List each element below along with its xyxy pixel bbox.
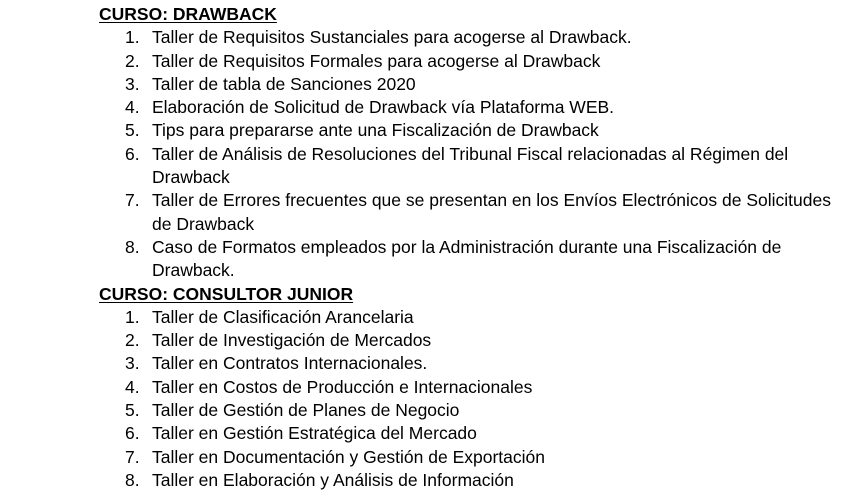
list-number: 4.	[125, 97, 140, 118]
list-item-text: Taller de Investigación de Mercados	[152, 330, 432, 351]
section-heading-consultor-junior: CURSO: CONSULTOR JUNIOR	[99, 283, 354, 304]
list-item-text: Taller de Análisis de Resoluciones del Tribunal Fiscal relacionadas al Régimen del Drawback	[152, 143, 789, 188]
list-number: 2.	[125, 330, 140, 351]
list-item-text: Taller de Requisitos Formales para acogerse al Drawback	[152, 50, 601, 71]
list-item-text: Taller en Elaboración y Análisis de Información	[152, 469, 514, 490]
list-item	[99, 306, 839, 329]
list-item	[99, 26, 839, 49]
list-item-text: Taller de Errores frecuentes que se presentan en los Envíos Electrónicos de Solicitudes de Drawback	[152, 190, 831, 234]
list-item	[99, 399, 839, 422]
list-item-text: Taller en Documentación y Gestión de Exportación	[152, 446, 545, 467]
list-number: 8.	[125, 236, 140, 257]
list-number: 2.	[125, 50, 140, 71]
list-item-text: Elaboración de Solicitud de Drawback vía Plataforma WEB.	[152, 97, 615, 118]
list-number: 3.	[125, 353, 140, 374]
list-item	[99, 236, 839, 283]
list-number: 3.	[125, 73, 140, 94]
consultor-junior-list	[99, 306, 839, 492]
list-item-text: Taller de Requisitos Sustanciales para acogerse al Drawback.	[152, 27, 632, 48]
list-item-text: Taller de Gestión de Planes de Negocio	[152, 400, 460, 421]
list-item	[99, 329, 839, 352]
document-body	[99, 3, 839, 492]
list-item-text: Taller de Clasificación Arancelaria	[152, 306, 414, 327]
list-item-text: Tips para prepararse ante una Fiscalización de Drawback	[152, 120, 599, 141]
list-item	[99, 376, 839, 399]
list-item-text: Taller en Contratos Internacionales.	[152, 353, 428, 374]
list-number: 8.	[125, 469, 140, 490]
list-item	[99, 352, 839, 375]
list-number: 1.	[125, 306, 140, 327]
drawback-list	[99, 26, 839, 282]
list-item	[99, 422, 839, 445]
list-number: 5.	[125, 120, 140, 141]
list-item	[99, 73, 839, 96]
list-item-text: Taller en Gestión Estratégica del Mercado	[152, 423, 477, 444]
list-item	[99, 469, 839, 492]
list-item-text: Taller de tabla de Sanciones 2020	[152, 73, 416, 94]
list-number: 5.	[125, 400, 140, 421]
list-number: 1.	[125, 27, 140, 48]
section-heading-drawback: CURSO: DRAWBACK	[99, 4, 277, 24]
list-number: 6.	[125, 423, 140, 444]
list-item	[99, 189, 839, 236]
list-item	[99, 50, 839, 73]
list-item	[99, 143, 839, 190]
list-item	[99, 119, 839, 142]
list-number: 7.	[125, 190, 140, 211]
list-item	[99, 446, 839, 469]
list-item-text: Caso de Formatos empleados por la Administración durante una Fiscalización de Drawback.	[152, 236, 782, 281]
list-item	[99, 96, 839, 119]
list-item-text: Taller en Costos de Producción e Internacionales	[152, 376, 533, 397]
list-number: 7.	[125, 446, 140, 467]
list-number: 6.	[125, 143, 140, 164]
list-number: 4.	[125, 376, 140, 397]
